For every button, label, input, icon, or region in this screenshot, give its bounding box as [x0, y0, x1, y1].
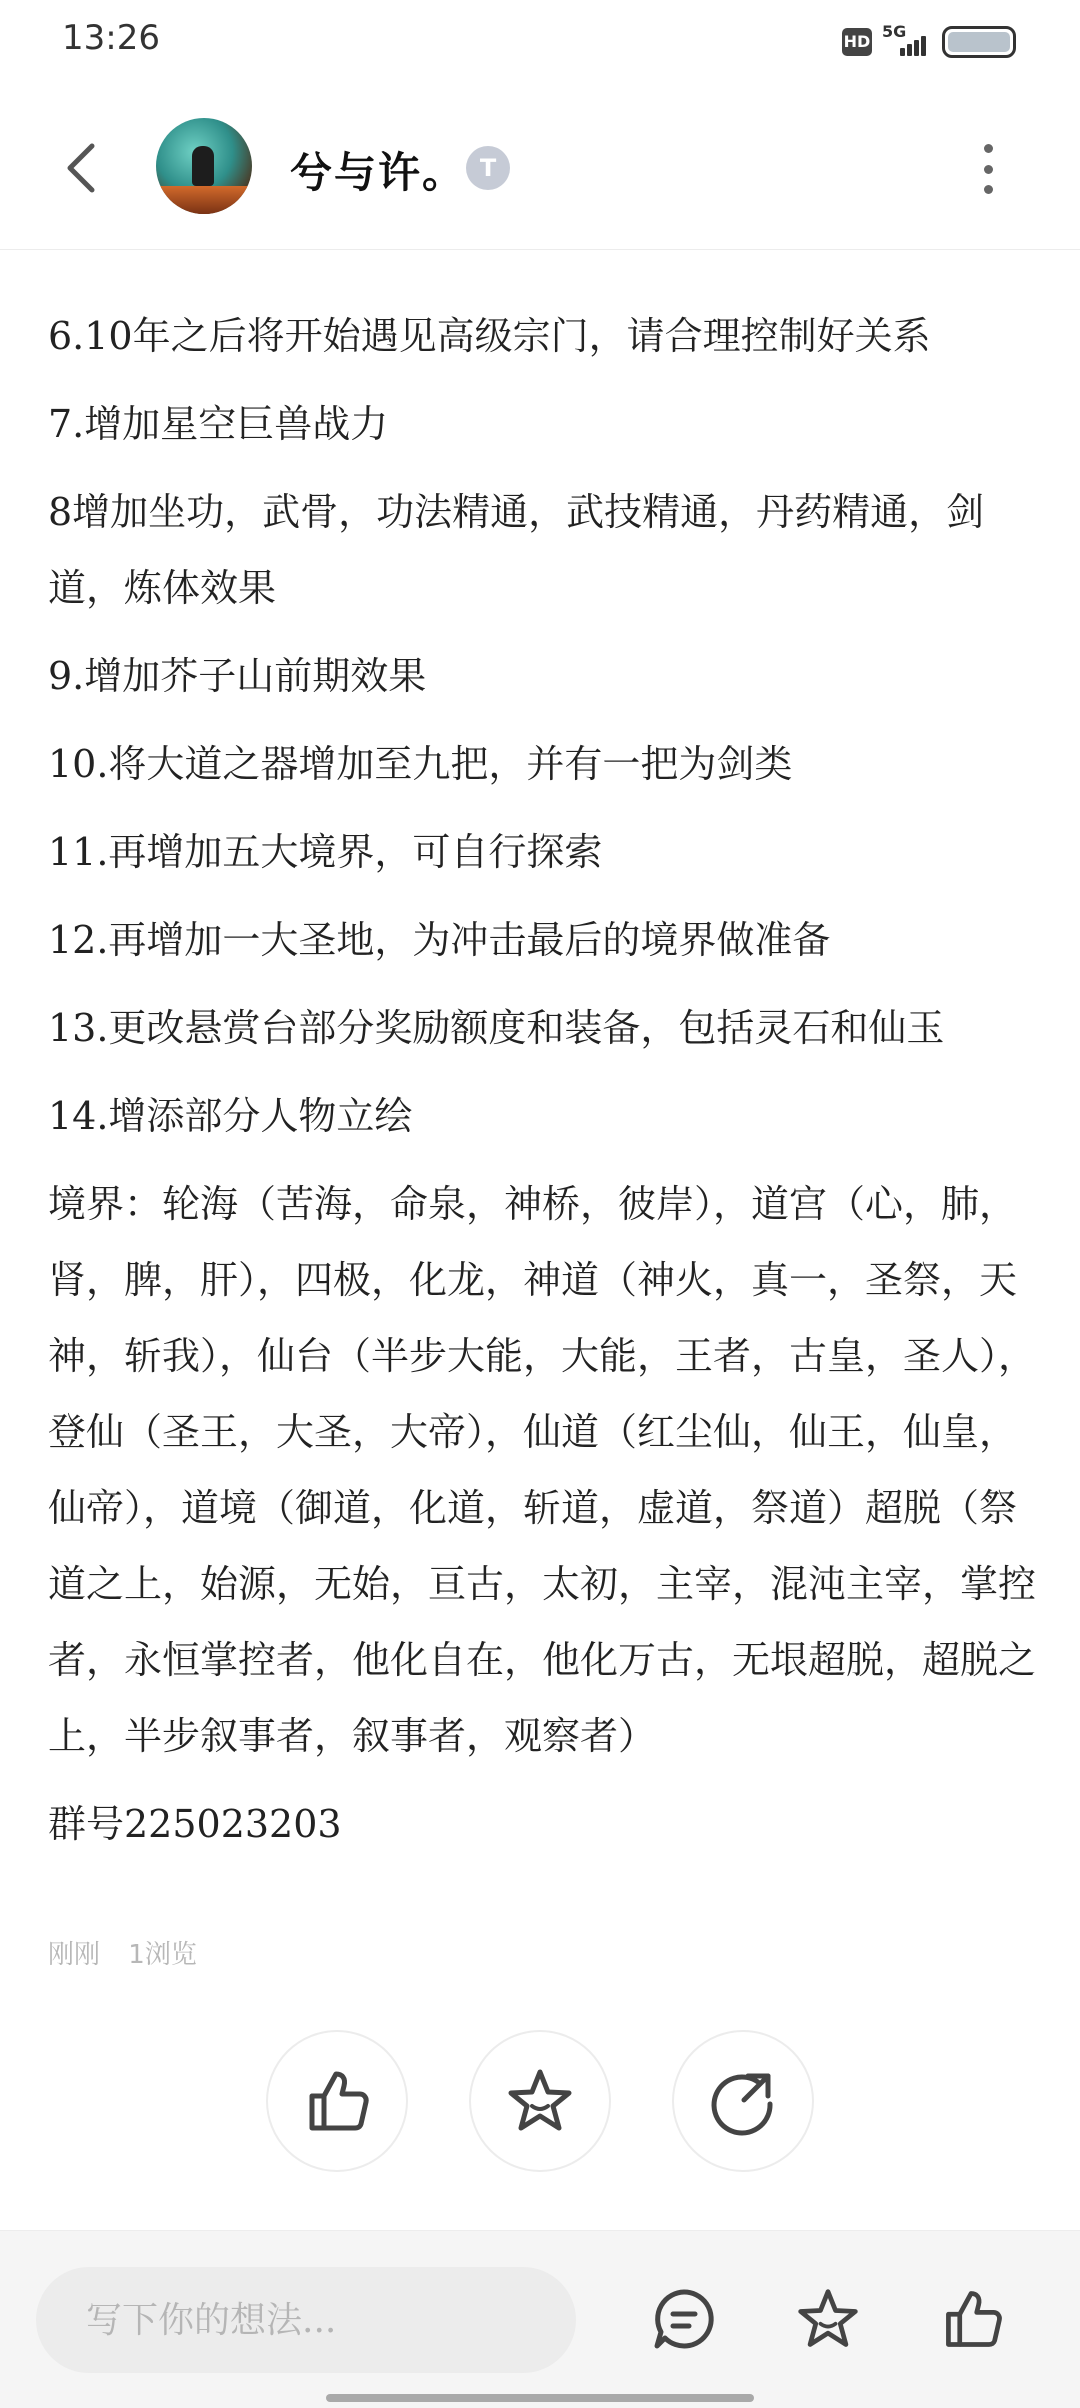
comment-icon	[651, 2286, 717, 2352]
post-line: 10.将大道之器增加至九把，并有一把为剑类	[48, 742, 793, 786]
comment-button[interactable]	[646, 2281, 722, 2357]
home-indicator[interactable]	[326, 2394, 754, 2402]
more-options-button[interactable]	[972, 144, 1004, 194]
network-label: 5G	[882, 22, 907, 41]
post-actions	[0, 2030, 1080, 2180]
post-line: 8增加坐功，武骨，功法精通，武技精通，丹药精通，剑道，炼体效果	[48, 490, 985, 610]
signal-5g-icon	[882, 22, 928, 58]
battery-icon	[942, 26, 1016, 58]
star-icon	[505, 2066, 575, 2136]
post-content	[48, 292, 1038, 1868]
comment-input[interactable]	[36, 2267, 576, 2373]
status-bar	[0, 0, 1080, 80]
thumbs-up-icon	[302, 2066, 372, 2136]
star-icon	[795, 2286, 861, 2352]
realms-text: 境界：轮海（苦海，命泉，神桥，彼岸），道宫（心，肺，肾，脾，肝），四极，化龙，神道（神火，真一，圣祭，天神，斩我），仙台（半步大能，大能，王者，古皇，圣人），登仙（圣王，大圣，大帝），仙道（红尘仙，仙王，仙皇，仙帝），道境（御道，化道，斩道，虚道，祭道）超脱（祭道之上，始源，无始，亘古，太初，主宰，混沌主宰，掌控者，永恒掌控者，他化自在，他化万古，无垠超脱，超脱之上，半步叙事者，叙事者，观察者）	[48, 1182, 1037, 1758]
thumbs-up-icon	[939, 2286, 1005, 2352]
more-vertical-icon	[984, 144, 993, 153]
share-icon	[708, 2066, 778, 2136]
post-line: 12.再增加一大圣地，为冲击最后的境界做准备	[48, 918, 831, 962]
back-button[interactable]	[52, 138, 112, 198]
post-time: 刚刚	[48, 1940, 101, 1970]
username[interactable]: 兮与许。	[290, 148, 467, 197]
post-line: 6.10年之后将开始遇见高级宗门，请合理控制好关系	[48, 314, 931, 358]
comment-bar	[0, 2230, 1080, 2408]
share-button[interactable]	[672, 2030, 814, 2172]
post-line: 7.增加星空巨兽战力	[48, 402, 389, 446]
favorite-bar-button[interactable]	[790, 2281, 866, 2357]
hd-icon: HD	[842, 28, 872, 56]
post-header	[0, 100, 1080, 250]
status-time: 13:26	[62, 18, 160, 58]
level-badge: T	[466, 146, 510, 190]
like-bar-button[interactable]	[934, 2281, 1010, 2357]
view-count: 1浏览	[128, 1940, 197, 1970]
group-number: 群号225023203	[48, 1802, 342, 1846]
chevron-left-icon	[62, 140, 102, 196]
post-line: 14.增添部分人物立绘	[48, 1094, 413, 1138]
avatar[interactable]	[156, 118, 252, 214]
post-line: 13.更改悬赏台部分奖励额度和装备，包括灵石和仙玉	[48, 1006, 945, 1050]
favorite-button[interactable]	[469, 2030, 611, 2172]
post-line: 11.再增加五大境界，可自行探索	[48, 830, 603, 874]
post-line: 9.增加芥子山前期效果	[48, 654, 427, 698]
like-button[interactable]	[266, 2030, 408, 2172]
post-meta	[48, 1934, 217, 1971]
